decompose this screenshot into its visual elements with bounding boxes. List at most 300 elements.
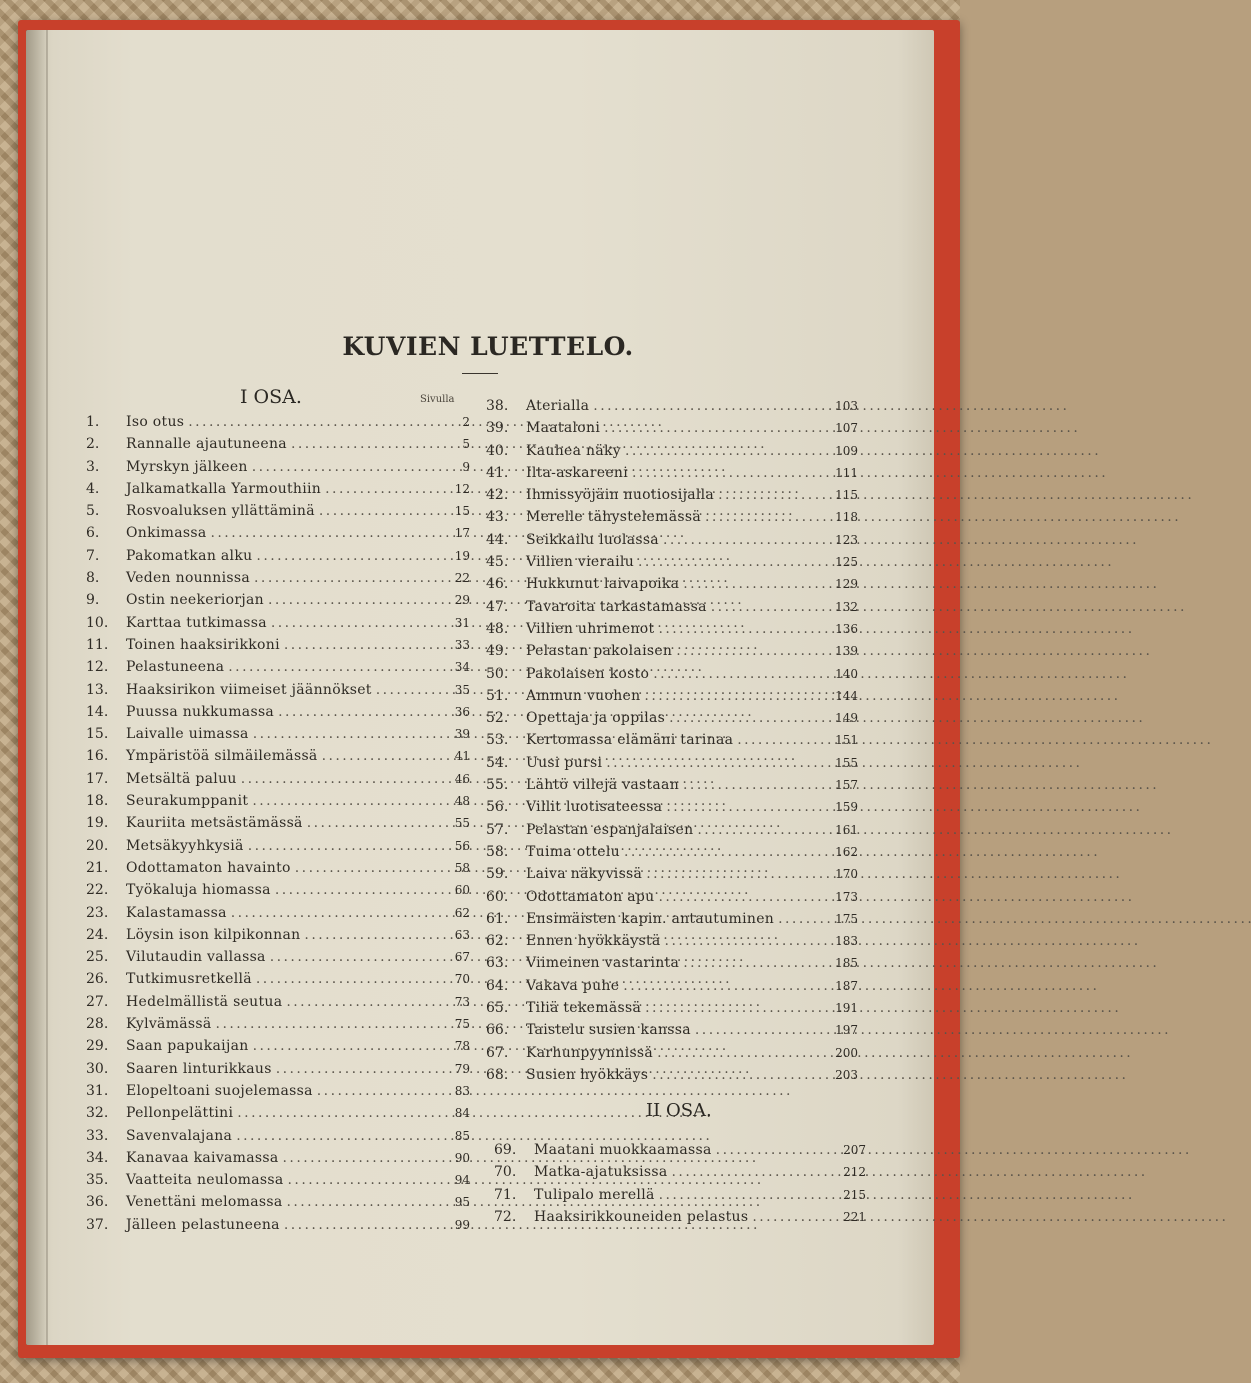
entry-number: 2. [86,436,100,453]
dot-leader [252,793,432,809]
dot-leader [711,599,824,615]
entry-page-number: 207 [843,1143,866,1157]
entry-page-number: 197 [835,1023,858,1038]
entry-number: 49. [486,643,509,660]
list-item [486,911,858,933]
entry-page-number: 33 [454,637,470,652]
entry-caption: Ympäristöä silmäilemässä [126,748,318,765]
entry-page-number: 123 [835,532,858,547]
list-item [86,570,470,592]
entry-caption: Villien vierailu [526,554,635,571]
dot-leader [676,643,824,659]
list-item [86,927,470,949]
entry-number: 22. [86,882,109,899]
list-item [86,994,470,1016]
list-item [486,599,858,621]
list-item [86,436,470,458]
dot-leader [652,1067,824,1083]
entry-number: 18. [86,793,109,810]
entry-number: 33. [86,1127,109,1144]
list-item [86,637,470,659]
entry-page-number: 185 [835,956,858,971]
entry-caption: Tiliä tekemässä [526,1000,642,1017]
entry-caption: Löysin ison kilpikonnan [126,926,301,943]
list-item [494,1209,866,1231]
entry-caption: Kertomassa elämäni tarinaa [526,732,734,749]
list-item [486,755,858,777]
entry-number: 7. [86,547,100,564]
dot-leader [271,615,432,631]
entry-number: 60. [486,888,509,905]
dot-leader [376,682,432,698]
entry-caption: Ammun vuohen [526,687,641,704]
page-gutter-shadow [26,30,48,1345]
entry-caption: Metsäkyyhkysiä [126,837,244,854]
entry-caption: Tuima ottelu [526,843,620,860]
dot-leader [718,487,824,503]
dot-leader [705,509,824,525]
entry-page-number: 155 [835,755,858,770]
title-rule [462,373,498,374]
entry-page-number: 22 [454,571,470,586]
dot-leader [663,532,824,548]
entry-page-number: 95 [454,1195,470,1210]
entry-page-number: 84 [454,1106,470,1121]
entry-caption: Jälleen pelastuneena [126,1216,280,1233]
entry-page-number: 55 [454,816,470,831]
entry-caption: Uusi pursi [526,754,603,771]
entry-number: 61. [486,910,509,927]
entry-number: 66. [486,1022,509,1039]
list-item [486,398,858,420]
dot-leader [683,777,824,793]
entry-page-number: 94 [454,1173,470,1188]
dot-leader [236,1128,432,1144]
list-item [486,710,858,732]
entry-number: 41. [486,464,509,481]
entry-page-number: 58 [454,860,470,875]
list-item [486,532,858,554]
dot-leader [638,554,824,570]
entry-page-number: 36 [454,704,470,719]
entry-number: 14. [86,703,109,720]
entry-page-number: 15 [454,504,470,519]
entry-page-number: 9 [462,459,470,474]
list-item [86,1128,470,1150]
entry-page-number: 56 [454,838,470,853]
entry-page-number: 39 [454,727,470,742]
entry-number: 64. [486,977,509,994]
entry-number: 39. [486,420,509,437]
entry-number: 9. [86,592,100,609]
entry-page-number: 173 [835,889,858,904]
dot-leader [276,1061,432,1077]
dot-leader [248,838,432,854]
entry-caption: Pelastan espanjalaisen [526,821,694,838]
dot-leader [737,732,824,748]
dot-leader [284,637,432,653]
entry-page-number: 2 [462,415,470,429]
entry-caption: Tutkimusretkellä [126,971,252,988]
list-item [86,414,470,436]
dot-leader [716,1142,832,1158]
entry-caption: Saan papukaijan [126,1038,249,1055]
left-column-list [86,414,470,1239]
part1-heading: I OSA. [240,386,302,408]
entry-caption: Taistelu susien kanssa [526,1022,691,1039]
entry-page-number: 129 [835,577,858,592]
entry-page-number: 29 [454,593,470,608]
entry-caption: Savenvalajana [126,1127,233,1144]
entry-caption: Villit luotisateessa [526,799,663,816]
dot-leader [284,1217,432,1233]
entry-caption: Seikkailu luolassa [526,531,659,548]
entry-page-number: 162 [835,844,858,859]
list-item [486,465,858,487]
entry-caption: Veden nounnissa [126,570,251,587]
dot-leader [658,889,824,905]
entry-caption: Tavaroita tarkastamassa [526,598,707,615]
entry-caption: Pakomatkan alku [126,547,253,564]
entry-page-number: 139 [835,644,858,659]
dot-leader [665,933,824,949]
entry-page-number: 212 [843,1165,866,1180]
list-item [86,905,470,927]
entry-number: 28. [86,1016,109,1033]
list-item [494,1164,866,1186]
page-column-label: Sivulla [420,394,455,405]
entry-page-number: 19 [454,548,470,563]
entry-number: 69. [494,1142,517,1158]
entry-page-number: 70 [454,972,470,987]
dot-leader [624,844,824,860]
entry-page-number: 63 [454,927,470,942]
list-item [494,1187,866,1209]
entry-caption: Merelle tähystelemässä [526,509,701,526]
entry-caption: Venettäni melomassa [126,1194,283,1211]
entry-number: 51. [486,687,509,704]
list-item [486,799,858,821]
entry-number: 19. [86,815,109,832]
entry-page-number: 109 [835,443,858,458]
entry-number: 30. [86,1060,109,1077]
dot-leader [295,860,432,876]
entry-caption: Vaatteita neulomassa [126,1172,284,1189]
entry-caption: Saaren linturikkaus [126,1060,272,1077]
dot-leader [322,748,432,764]
entry-caption: Ensimäisten kapin. antautuminen [526,910,775,927]
entry-page-number: 132 [835,599,858,614]
entry-number: 52. [486,710,509,727]
entry-page-number: 12 [454,481,470,496]
dot-leader [256,971,432,987]
entry-caption: Onkimassa [126,525,207,542]
list-item [86,748,470,770]
entry-caption: Vakava puhe [526,977,620,994]
entry-caption: Pelastuneena [126,659,225,676]
part2-list [494,1142,866,1231]
list-item [486,1045,858,1067]
entry-number: 25. [86,949,109,966]
entry-caption: Iso otus [126,414,185,430]
dot-leader [697,822,824,838]
list-item [486,777,858,799]
entry-number: 37. [86,1216,109,1233]
entry-caption: Metsältä paluu [126,770,237,787]
list-item [86,1217,470,1239]
entry-number: 55. [486,777,509,794]
list-item [486,443,858,465]
entry-caption: Karhunpyynnissä [526,1044,654,1061]
entry-page-number: 99 [454,1217,470,1232]
dot-leader [632,465,824,481]
entry-page-number: 187 [835,978,858,993]
list-item [86,704,470,726]
entry-number: 13. [86,681,109,698]
page-hinge-line [46,30,48,1345]
entry-number: 45. [486,554,509,571]
dot-leader [254,570,432,586]
entry-number: 65. [486,1000,509,1017]
entry-caption: Matka-ajatuksissa [534,1164,668,1181]
entry-page-number: 79 [454,1061,470,1076]
entry-caption: Viimeinen vastarinta [526,955,680,972]
entry-number: 4. [86,480,100,497]
dot-leader [283,1150,432,1166]
list-item [86,548,470,570]
list-item [486,866,858,888]
entry-caption: Opettaja ja oppilas [526,710,666,727]
entry-number: 47. [486,598,509,615]
entry-number: 42. [486,487,509,504]
entry-number: 70. [494,1164,517,1181]
entry-page-number: 73 [454,994,470,1009]
page-title: KUVIEN LUETTELO. [342,332,634,361]
entry-number: 48. [486,620,509,637]
dot-leader [241,771,432,787]
dot-leader [658,621,824,637]
list-item [486,1067,858,1089]
entry-caption: Ennen hyökkäystä [526,933,661,950]
dot-leader [286,994,432,1010]
dot-leader [695,1022,824,1038]
entry-number: 32. [86,1105,109,1122]
entry-page-number: 170 [835,867,858,882]
entry-page-number: 115 [835,488,858,503]
dot-leader [669,710,824,726]
entry-number: 21. [86,859,109,876]
entry-number: 59. [486,866,509,883]
entry-number: 53. [486,732,509,749]
dot-leader [216,1016,432,1032]
list-item [486,688,858,710]
entry-caption: Pellonpelättini [126,1105,234,1122]
entry-page-number: 46 [454,771,470,786]
list-item [86,949,470,971]
entry-page-number: 144 [835,688,858,703]
list-item [486,822,858,844]
list-item [86,682,470,704]
dot-leader [256,548,432,564]
list-item [486,732,858,754]
list-item [86,503,470,525]
list-item [86,793,470,815]
entry-caption: Maatani muokkaamassa [534,1142,712,1158]
entry-number: 71. [494,1186,517,1203]
entry-number: 43. [486,509,509,526]
list-item [486,554,858,576]
entry-number: 68. [486,1066,509,1083]
list-item [486,509,858,531]
dot-leader [752,1209,832,1225]
list-item [86,838,470,860]
entry-page-number: 157 [835,778,858,793]
list-item [86,726,470,748]
entry-page-number: 107 [835,421,858,436]
entry-number: 67. [486,1044,509,1061]
list-item [86,525,470,547]
list-item [486,978,858,1000]
right-column-list [486,398,858,1089]
entry-page-number: 62 [454,905,470,920]
entry-page-number: 161 [835,822,858,837]
entry-page-number: 203 [835,1067,858,1082]
dot-leader [304,927,432,943]
list-item [86,1016,470,1038]
dot-leader [288,1172,432,1188]
entry-caption: Kauhea näky [526,442,621,459]
dot-leader [666,799,824,815]
dot-leader [252,459,432,475]
entry-caption: Seurakumppanit [126,793,249,810]
entry-caption: Pelastan pakolaisen [526,643,673,660]
entry-caption: Myrskyn jälkeen [126,458,248,475]
dot-leader [317,1083,432,1099]
entry-number: 36. [86,1194,109,1211]
dot-leader [319,503,432,519]
entry-page-number: 200 [835,1045,858,1060]
entry-number: 10. [86,614,109,631]
entry-number: 44. [486,531,509,548]
entry-number: 17. [86,770,109,787]
entry-page-number: 75 [454,1017,470,1032]
entry-number: 63. [486,955,509,972]
list-item [86,1150,470,1172]
entry-page-number: 136 [835,621,858,636]
entry-caption: Odottamaton apu [526,888,655,905]
entry-page-number: 191 [835,1001,858,1016]
entry-number: 23. [86,904,109,921]
entry-caption: Ostin neekeriorjan [126,592,264,609]
entry-page-number: 60 [454,883,470,898]
list-item [86,659,470,681]
dot-leader [228,659,432,675]
entry-page-number: 90 [454,1150,470,1165]
entry-caption: Rosvoaluksen yllättäminä [126,503,315,520]
entry-page-number: 151 [835,733,858,748]
dot-leader [625,443,824,459]
dot-leader [253,726,432,742]
entry-caption: Toinen haaksirikkoni [126,636,280,653]
list-item [486,933,858,955]
entry-number: 54. [486,754,509,771]
entry-number: 57. [486,821,509,838]
entry-number: 27. [86,993,109,1010]
list-item [494,1142,866,1164]
entry-caption: Lähtö villejä vastaan [526,777,680,794]
part2-heading: II OSA. [646,1100,712,1121]
entry-number: 1. [86,414,100,430]
entry-number: 29. [86,1038,109,1055]
dot-leader [593,398,824,414]
entry-number: 20. [86,837,109,854]
entry-number: 35. [86,1172,109,1189]
entry-caption: Työkaluja hiomassa [126,882,271,899]
dot-leader [286,1194,432,1210]
entry-caption: Aterialla [526,398,590,414]
entry-caption: Maataloni [526,420,601,437]
entry-number: 3. [86,458,100,475]
entry-page-number: 67 [454,950,470,965]
list-item [486,576,858,598]
dot-leader [657,1045,824,1061]
dot-leader [604,420,824,436]
list-item [86,592,470,614]
list-item [486,844,858,866]
list-item [486,889,858,911]
dot-leader [270,949,432,965]
list-item [86,860,470,882]
entry-page-number: 48 [454,794,470,809]
dot-leader [645,1000,824,1016]
entry-number: 11. [86,636,109,653]
dot-leader [683,955,824,971]
entry-number: 26. [86,971,109,988]
dot-leader [278,704,432,720]
entry-number: 31. [86,1082,109,1099]
entry-page-number: 78 [454,1039,470,1054]
dot-leader [188,414,432,430]
entry-page-number: 85 [454,1128,470,1143]
entry-caption: Odottamaton havainto [126,859,291,876]
list-item [486,955,858,977]
entry-caption: Kylvämässä [126,1016,212,1033]
entry-caption: Laivalle uimassa [126,726,249,743]
entry-caption: Karttaa tutkimassa [126,614,267,631]
dot-leader [307,815,432,831]
dot-leader [325,481,432,497]
entry-caption: Hukkunut laivapoika [526,576,680,593]
list-item [86,615,470,637]
entry-page-number: 125 [835,555,858,570]
entry-page-number: 31 [454,615,470,630]
dot-leader [231,905,432,921]
entry-page-number: 103 [835,399,858,413]
list-item [86,1038,470,1060]
entry-page-number: 5 [462,437,470,452]
list-item [486,643,858,665]
entry-caption: Hedelmällistä seutua [126,993,283,1010]
list-item [486,621,858,643]
entry-number: 5. [86,503,100,520]
list-item [86,771,470,793]
dot-leader [672,1164,832,1180]
dot-leader [623,978,824,994]
entry-caption: Susien hyökkäys [526,1066,649,1083]
list-item [486,1000,858,1022]
entry-caption: Jalkamatkalla Yarmouthiin [126,480,322,497]
dot-leader [644,688,824,704]
